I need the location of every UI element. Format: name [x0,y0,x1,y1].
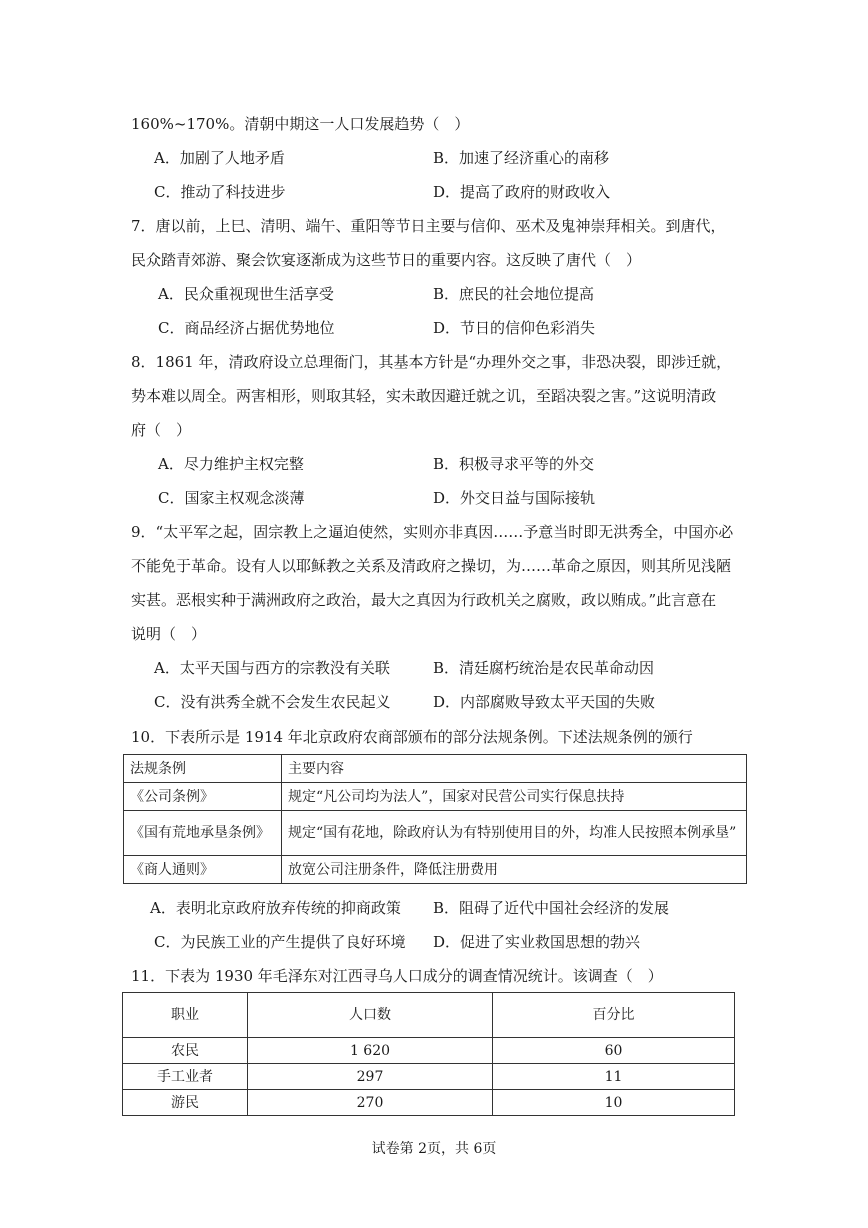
q8-option-a: A．尽力维护主权完整 [158,455,304,473]
q10-stem: 10．下表所示是 1914 年北京政府农商部颁布的部分法规条例。下述法规条例的颁行 [131,728,693,746]
q6-option-d: D．提高了政府的财政收入 [433,183,611,201]
q9-stem-line2: 不能免于革命。设有人以耶稣教之关系及清政府之操切，为……革命之原因，则其所见浅陋 [131,557,732,575]
table-cell: 11 [493,1064,735,1090]
table-cell: 手工业者 [123,1064,248,1090]
table-cell: 《商人通则》 [124,856,282,884]
table-cell: 放宽公司注册条件，降低注册费用 [282,856,747,884]
q10-option-b: B．阻碍了近代中国社会经济的发展 [433,899,670,917]
table-cell: 《国有荒地承垦条例》 [124,811,282,856]
table-cell: 《公司条例》 [124,783,282,811]
table-cell: 规定“凡公司均为法人”，国家对民营公司实行保息扶持 [282,783,747,811]
q6-option-b: B．加速了经济重心的南移 [433,149,610,167]
q8-option-d: D．外交日益与国际接轨 [433,489,596,507]
q8-stem-line2: 势本难以周全。两害相形，则取其轻，实未敢因避迁就之讥，至蹈决裂之害。”这说明清政 [131,387,717,405]
q10-option-a: A．表明北京政府放弃传统的抑商政策 [150,899,401,917]
table-row [123,1090,735,1116]
q8-option-b: B．积极寻求平等的外交 [433,455,595,473]
table-cell: 1 620 [248,1038,493,1064]
table-cell: 297 [248,1064,493,1090]
table-cell: 60 [493,1038,735,1064]
q7-stem-line1: 7．唐以前，上巳、清明、端午、重阳等节日主要与信仰、巫术及鬼神崇拜相关。到唐代， [131,217,726,235]
table-header-cell: 法规条例 [124,755,282,783]
table-header-row [123,993,735,1038]
q9-stem-line1: 9．“太平军之起，固宗教上之逼迫使然，实则亦非真因……予意当时即无洪秀全，中国亦必 [131,523,734,541]
table-row [124,811,747,856]
q9-stem-line4: 说明（ ） [131,625,207,643]
q7-stem-line2: 民众踏青郊游、聚会饮宴逐渐成为这些节日的重要内容。这反映了唐代（ ） [131,251,642,269]
table-header-cell: 人口数 [248,993,493,1038]
table-row [124,783,747,811]
q9-option-d: D．内部腐败导致太平天国的失败 [433,693,656,711]
q7-option-c: C．商品经济占据优势地位 [158,319,335,337]
table-header-row [124,755,747,783]
table-row [123,1038,735,1064]
q6-option-a: A．加剧了人地矛盾 [154,149,285,167]
q10-option-d: D．促进了实业救国思想的勃兴 [433,933,641,951]
q6-stem-tail: 160%~170%。清朝中期这一人口发展趋势（ ） [131,115,470,133]
table-cell: 游民 [123,1090,248,1116]
table-header-cell: 百分比 [493,993,735,1038]
q11-table [122,992,735,1116]
table-header-cell: 职业 [123,993,248,1038]
q9-stem-line3: 实甚。恶根实种于满洲政府之政治，最大之真因为行政机关之腐败，政以贿成。”此言意在 [131,591,717,609]
q7-option-a: A．民众重视现世生活享受 [158,285,334,303]
table-cell: 270 [248,1090,493,1116]
q8-stem-line1: 8．1861 年，清政府设立总理衙门，其基本方针是“办理外交之事，非恐决裂，即涉迁就， [131,353,732,371]
q9-option-a: A．太平天国与西方的宗教没有关联 [154,659,390,677]
q9-option-c: C．没有洪秀全就不会发生农民起义 [154,693,391,711]
q6-option-c: C．推动了科技进步 [154,183,286,201]
q11-stem: 11．下表为 1930 年毛泽东对江西寻乌人口成分的调查情况统计。该调查（ ） [131,967,663,985]
q8-option-c: C．国家主权观念淡薄 [158,489,305,507]
q9-option-b: B．清廷腐朽统治是农民革命动因 [433,659,655,677]
table-cell: 10 [493,1090,735,1116]
q10-option-c: C．为民族工业的产生提供了良好环境 [154,933,406,951]
table-cell: 规定“国有花地，除政府认为有特别使用目的外，均准人民按照本例承垦” [282,811,747,856]
q10-table [123,754,747,884]
table-row [124,856,747,884]
table-cell: 农民 [123,1038,248,1064]
table-row [123,1064,735,1090]
q8-stem-line3: 府（ ） [131,421,192,439]
q7-option-b: B．庶民的社会地位提高 [433,285,595,303]
table-header-cell: 主要内容 [282,755,747,783]
q7-option-d: D．节日的信仰色彩消失 [433,319,596,337]
page-footer: 试卷第 2页，共 6页 [371,1141,497,1157]
